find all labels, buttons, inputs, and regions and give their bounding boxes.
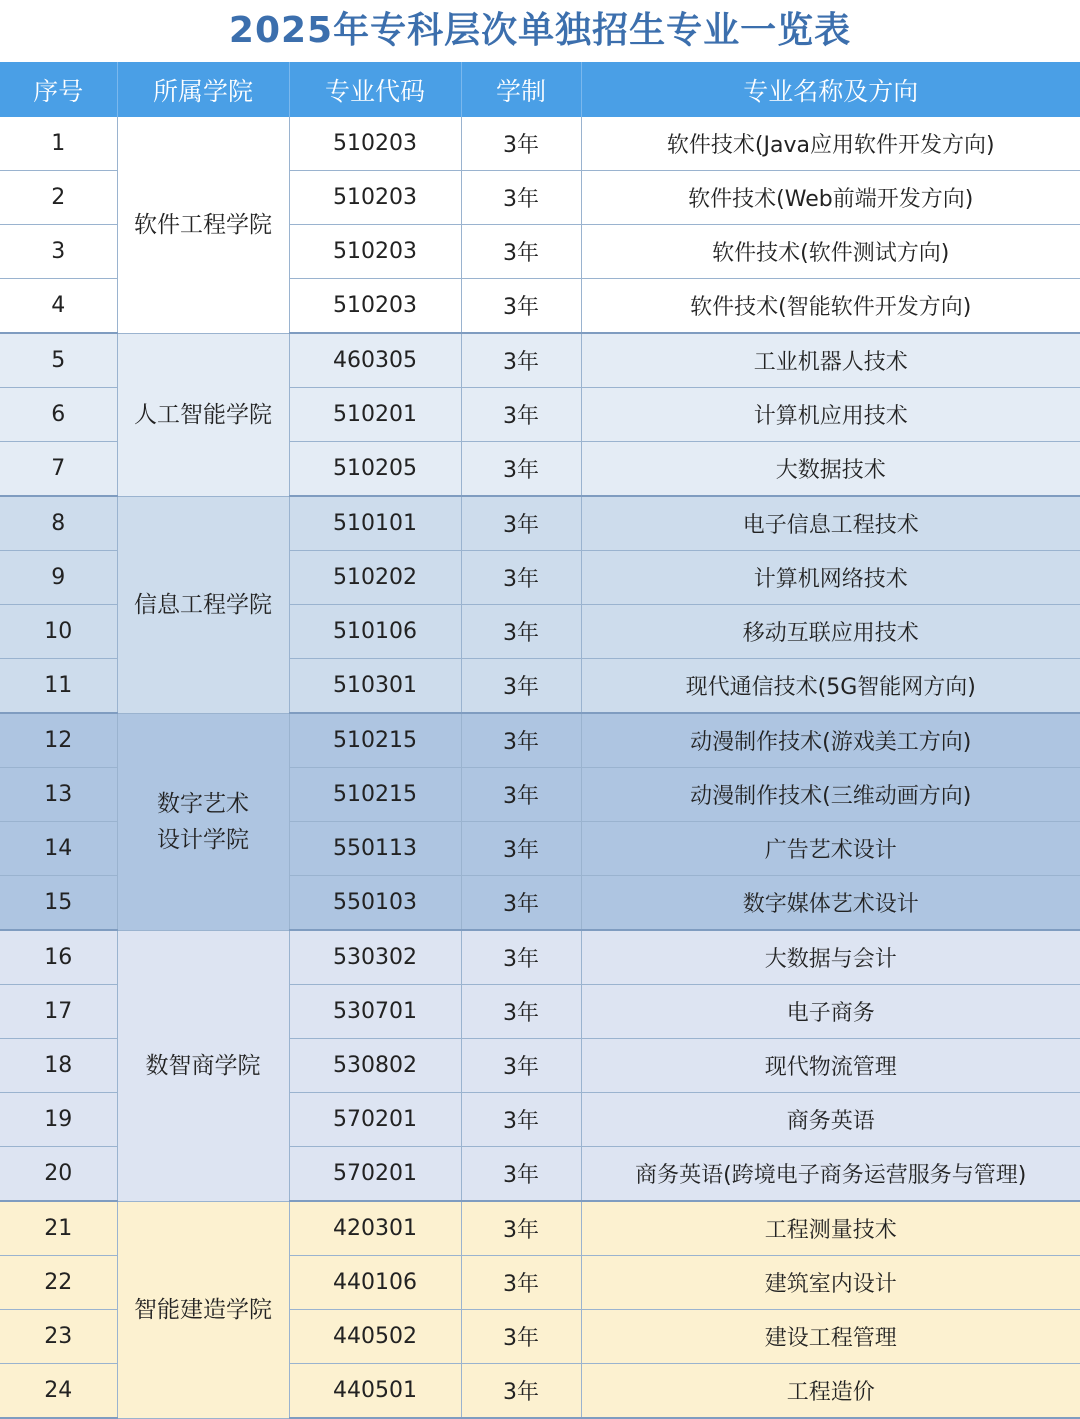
study-years: 3年 [461, 768, 581, 822]
college-cell: 数字艺术 设计学院 [117, 713, 289, 930]
major-name: 建筑室内设计 [581, 1256, 1080, 1310]
major-name: 电子商务 [581, 985, 1080, 1039]
table-body [0, 117, 1080, 1418]
major-code: 510203 [289, 279, 461, 334]
major-code: 510203 [289, 171, 461, 225]
header-no: 序号 [0, 62, 117, 117]
table-row [0, 496, 1080, 551]
college-cell: 数智商学院 [117, 930, 289, 1201]
row-number: 21 [0, 1201, 117, 1256]
major-name: 计算机应用技术 [581, 388, 1080, 442]
college-cell: 智能建造学院 [117, 1201, 289, 1418]
row-number: 2 [0, 171, 117, 225]
table-row [0, 930, 1080, 985]
major-code: 550113 [289, 822, 461, 876]
major-code: 510106 [289, 605, 461, 659]
study-years: 3年 [461, 659, 581, 714]
table-row [0, 713, 1080, 768]
major-name: 软件技术(Java应用软件开发方向) [581, 117, 1080, 171]
major-code: 460305 [289, 333, 461, 388]
major-code: 440106 [289, 1256, 461, 1310]
study-years: 3年 [461, 551, 581, 605]
study-years: 3年 [461, 985, 581, 1039]
study-years: 3年 [461, 822, 581, 876]
row-number: 11 [0, 659, 117, 714]
major-name: 软件技术(Web前端开发方向) [581, 171, 1080, 225]
study-years: 3年 [461, 1364, 581, 1419]
major-code: 510215 [289, 768, 461, 822]
row-number: 8 [0, 496, 117, 551]
major-code: 530802 [289, 1039, 461, 1093]
study-years: 3年 [461, 1256, 581, 1310]
row-number: 24 [0, 1364, 117, 1419]
row-number: 6 [0, 388, 117, 442]
major-code: 510101 [289, 496, 461, 551]
major-name: 工业机器人技术 [581, 333, 1080, 388]
study-years: 3年 [461, 117, 581, 171]
study-years: 3年 [461, 876, 581, 931]
study-years: 3年 [461, 1093, 581, 1147]
row-number: 7 [0, 442, 117, 497]
row-number: 1 [0, 117, 117, 171]
row-number: 12 [0, 713, 117, 768]
major-code: 510201 [289, 388, 461, 442]
major-name: 建设工程管理 [581, 1310, 1080, 1364]
major-name: 现代通信技术(5G智能网方向) [581, 659, 1080, 714]
major-code: 530701 [289, 985, 461, 1039]
major-name: 数字媒体艺术设计 [581, 876, 1080, 931]
major-name: 现代物流管理 [581, 1039, 1080, 1093]
major-name: 大数据与会计 [581, 930, 1080, 985]
table-row [0, 117, 1080, 171]
major-name: 商务英语 [581, 1093, 1080, 1147]
study-years: 3年 [461, 713, 581, 768]
study-years: 3年 [461, 1310, 581, 1364]
header-years: 学制 [461, 62, 581, 117]
majors-table [0, 62, 1080, 1419]
row-number: 9 [0, 551, 117, 605]
major-code: 440501 [289, 1364, 461, 1419]
row-number: 15 [0, 876, 117, 931]
row-number: 20 [0, 1147, 117, 1202]
row-number: 10 [0, 605, 117, 659]
major-code: 570201 [289, 1147, 461, 1202]
major-code: 510202 [289, 551, 461, 605]
college-cell: 人工智能学院 [117, 333, 289, 496]
header-major: 专业名称及方向 [581, 62, 1080, 117]
study-years: 3年 [461, 1039, 581, 1093]
major-code: 550103 [289, 876, 461, 931]
study-years: 3年 [461, 496, 581, 551]
major-name: 大数据技术 [581, 442, 1080, 497]
row-number: 13 [0, 768, 117, 822]
major-code: 570201 [289, 1093, 461, 1147]
row-number: 16 [0, 930, 117, 985]
major-name: 广告艺术设计 [581, 822, 1080, 876]
major-name: 软件技术(智能软件开发方向) [581, 279, 1080, 334]
row-number: 19 [0, 1093, 117, 1147]
major-name: 移动互联应用技术 [581, 605, 1080, 659]
study-years: 3年 [461, 225, 581, 279]
college-cell: 软件工程学院 [117, 117, 289, 333]
row-number: 5 [0, 333, 117, 388]
major-code: 510205 [289, 442, 461, 497]
row-number: 4 [0, 279, 117, 334]
major-code: 510203 [289, 117, 461, 171]
table-header-row [0, 62, 1080, 117]
major-code: 510215 [289, 713, 461, 768]
major-code: 510301 [289, 659, 461, 714]
study-years: 3年 [461, 388, 581, 442]
study-years: 3年 [461, 442, 581, 497]
college-cell: 信息工程学院 [117, 496, 289, 713]
major-name: 电子信息工程技术 [581, 496, 1080, 551]
study-years: 3年 [461, 333, 581, 388]
major-code: 440502 [289, 1310, 461, 1364]
major-code: 510203 [289, 225, 461, 279]
table-row [0, 333, 1080, 388]
major-name: 动漫制作技术(三维动画方向) [581, 768, 1080, 822]
row-number: 14 [0, 822, 117, 876]
major-code: 420301 [289, 1201, 461, 1256]
major-name: 工程测量技术 [581, 1201, 1080, 1256]
major-name: 软件技术(软件测试方向) [581, 225, 1080, 279]
study-years: 3年 [461, 1201, 581, 1256]
major-name: 计算机网络技术 [581, 551, 1080, 605]
header-code: 专业代码 [289, 62, 461, 117]
major-code: 530302 [289, 930, 461, 985]
row-number: 23 [0, 1310, 117, 1364]
row-number: 22 [0, 1256, 117, 1310]
study-years: 3年 [461, 1147, 581, 1202]
study-years: 3年 [461, 279, 581, 334]
study-years: 3年 [461, 171, 581, 225]
major-name: 商务英语(跨境电子商务运营服务与管理) [581, 1147, 1080, 1202]
row-number: 3 [0, 225, 117, 279]
page-title: 2025年专科层次单独招生专业一览表 [228, 10, 852, 51]
table-row [0, 1201, 1080, 1256]
study-years: 3年 [461, 930, 581, 985]
row-number: 17 [0, 985, 117, 1039]
header-college: 所属学院 [117, 62, 289, 117]
major-name: 工程造价 [581, 1364, 1080, 1419]
row-number: 18 [0, 1039, 117, 1093]
study-years: 3年 [461, 605, 581, 659]
major-name: 动漫制作技术(游戏美工方向) [581, 713, 1080, 768]
